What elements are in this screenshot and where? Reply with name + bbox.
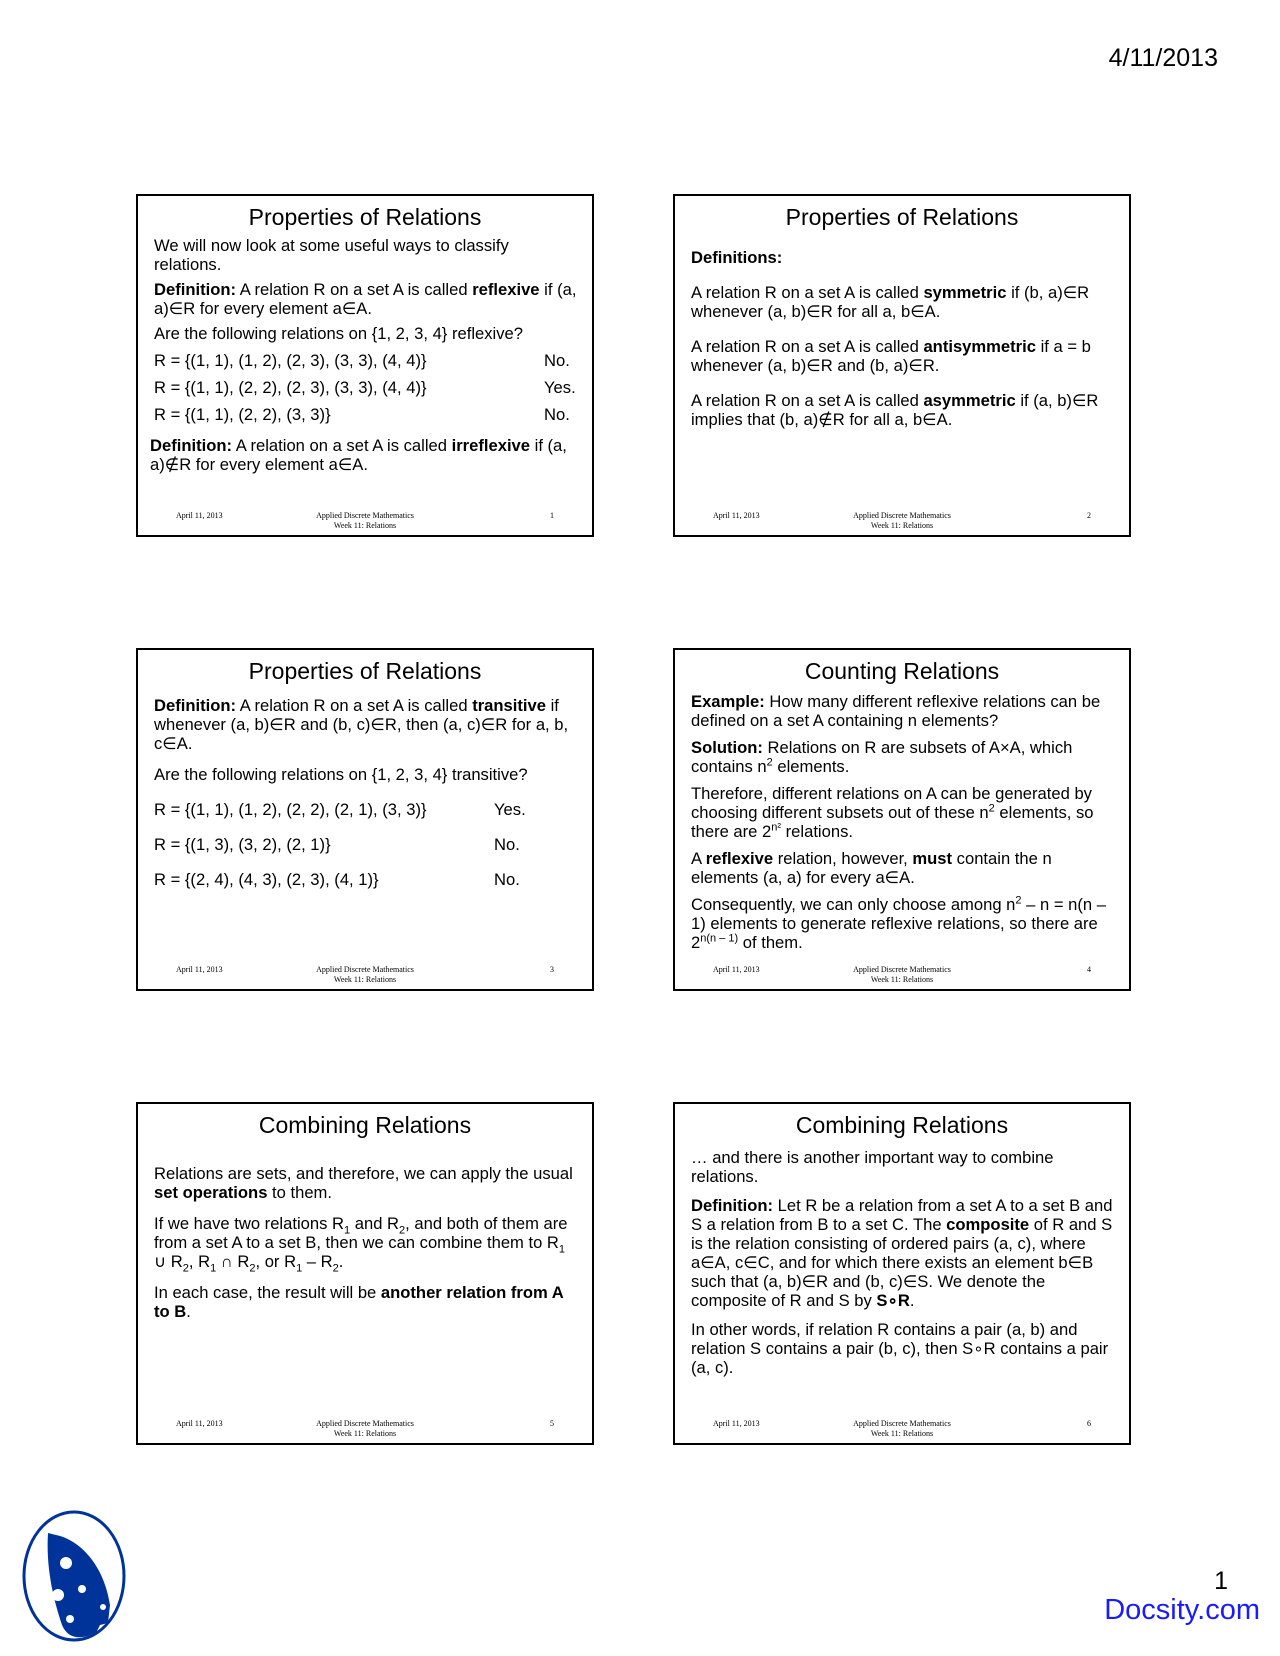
relation-row [154,835,578,854]
text-run: relations. [781,822,853,841]
slide-1 [136,194,594,537]
slide-footer [675,511,1129,531]
text-run: of them. [738,933,803,952]
relation-answer: No. [494,870,520,889]
text-run: Consequently, we can only choose among n [691,895,1016,914]
relation-row [154,870,578,889]
text-run: , and both of them are from a set A to a set B, then we can combine them to R [154,1214,568,1252]
paragraph [691,337,1115,375]
bold-text: symmetric [923,283,1007,302]
slide-2 [673,194,1131,537]
slide-title: Counting Relations [804,658,1000,684]
slide-title: Properties of Relations [785,204,1019,230]
text-run: ∩ R [216,1252,250,1271]
relation-answer: Yes. [544,378,576,397]
footer-slide-number: 1 [550,511,554,520]
text-run: , or R [255,1252,297,1271]
page-number: 1 [1214,1567,1228,1595]
text-run: to them. [267,1183,332,1202]
paragraph [154,1214,578,1275]
text-run: A [691,849,706,868]
slide-footer [138,511,592,531]
slide-3 [136,648,594,991]
footer-week: Week 11: Relations [333,975,397,984]
relation-text: R = {(1, 1), (2, 2), (2, 3), (3, 3), (4, 4)} [154,378,427,397]
print-date: 4/11/2013 [1108,44,1218,72]
relation-text: R = {(1, 1), (2, 2), (3, 3)} [154,405,331,424]
text-run: A relation R on a set A is called [691,391,924,410]
relation-list [154,800,578,889]
slide-body [138,1164,592,1321]
text-run: if (a, a)∉R for every element a∈A. [150,436,567,474]
relation-text: R = {(1, 1), (1, 2), (2, 2), (2, 1), (3, 3)} [154,800,427,819]
bold-text: Definition: [150,436,233,455]
text-run: if (b, a)∈R whenever (a, b)∈R for all a, b∈A. [691,283,1090,321]
footer-date: April 11, 2013 [176,965,223,974]
footer-date: April 11, 2013 [176,511,223,520]
text-run: if (a, b)∈R implies that (b, a)∉R for all a, b∈A. [691,391,1099,429]
footer-slide-number: 6 [1087,1419,1091,1428]
slide-title: Properties of Relations [248,204,482,230]
subscript: 2 [332,1262,339,1275]
text-run: , R [188,1252,211,1271]
text-run: of R and S is the relation consisting of ordered pairs (a, c), where a∈A, c∈C, and for which there exists an element b∈B such that (a, b)∈R and (b, c)∈S. We denote the composite of R and S by [691,1215,1113,1310]
footer-date: April 11, 2013 [713,511,760,520]
slide-title: Combining Relations [258,1112,472,1138]
bold-text: Example: [691,692,765,711]
bold-text: asymmetric [923,391,1016,410]
slide-body [675,692,1129,952]
footer-course-name: Applied Discrete Mathematics [853,511,951,520]
slide-6 [673,1102,1131,1445]
text-run: In each case, the result will be [154,1283,381,1302]
text-run: elements. [772,757,850,776]
subscript: 1 [210,1262,217,1275]
footer-slide-number: 5 [550,1419,554,1428]
paragraph [150,436,578,474]
footer-course-name: Applied Discrete Mathematics [853,965,951,974]
relation-text: R = {(1, 1), (1, 2), (2, 3), (3, 3), (4, 4)} [154,351,427,370]
slide-title: Combining Relations [795,1112,1009,1138]
superscript: 2 [1015,894,1022,907]
docsity-logo-icon [20,1505,132,1647]
bold-text: Definitions: [691,248,783,267]
text-run: ∪ R [154,1252,183,1271]
bold-text: Solution: [691,738,763,757]
relation-row [154,405,578,424]
slide-footer [675,965,1129,985]
text-run: How many different reflexive relations can be defined on a set A containing n elements? [691,692,1101,730]
relation-answer: No. [494,835,520,854]
paragraph [154,280,578,318]
slide-body [675,1148,1129,1377]
slide-body [138,236,592,474]
superscript: 2 [988,802,995,815]
paragraph [691,1148,1115,1186]
relation-list [154,351,578,424]
footer-week: Week 11: Relations [870,975,934,984]
subscript: 2 [249,1262,256,1275]
relation-row [154,800,578,819]
text-run: if (a, a)∈R for every element a∈A. [154,280,577,318]
bold-text: must [912,849,953,868]
bold-text: set operations [154,1183,268,1202]
subscript: 1 [558,1243,566,1256]
text-run: In other words, if relation R contains a pair (a, b) and relation S contains a pair (b, c), then S∘R contains a pair (a, c). [691,1320,1109,1377]
slide-5 [136,1102,594,1445]
text-run: – R [302,1252,333,1271]
text-run: and R [350,1214,400,1233]
slide-body [138,696,592,889]
text-run: Relations are sets, and therefore, we can apply the usual [154,1164,573,1183]
text-run: A relation R on a set A is called [691,283,924,302]
superscript: 2 [766,756,773,769]
slide-body [675,248,1129,429]
paragraph [154,236,578,274]
paragraph [691,692,1115,730]
slide-footer [138,1419,592,1439]
paragraph [154,696,578,753]
paragraph [691,283,1115,321]
subscript: 2 [399,1224,406,1237]
paragraph [691,784,1115,841]
paragraph [691,1196,1115,1310]
text-run: if whenever (a, b)∈R and (b, c)∈R, then (a, c)∈R for a, b, c∈A. [154,696,569,753]
bold-text: S∘R [876,1291,910,1310]
paragraph [154,1283,578,1321]
slide-footer [675,1419,1129,1439]
footer-slide-number: 3 [550,965,554,974]
subscript: 1 [344,1224,351,1237]
text-run: contain the n elements (a, a) for every a∈A. [691,849,1052,887]
relation-text: R = {(2, 4), (4, 3), (2, 3), (4, 1)} [154,870,379,889]
bold-text: irreflexive [451,436,531,455]
paragraph [154,1164,578,1202]
bold-text: Definition: [154,280,237,299]
footer-course-name: Applied Discrete Mathematics [853,1419,951,1428]
text-run: elements, so there are 2 [691,803,1094,841]
text-run: We will now look at some useful ways to classify relations. [154,236,509,274]
footer-course-name: Applied Discrete Mathematics [316,511,414,520]
paragraph [691,895,1115,952]
relation-row [154,378,578,397]
text-run: . [186,1302,191,1321]
text-run: Relations on R are subsets of A×A, which contains n [691,738,1073,776]
superscript: n² [771,821,782,834]
text-run: Are the following relations on {1, 2, 3, 4} reflexive? [154,324,523,343]
footer-course-name: Applied Discrete Mathematics [316,1419,414,1428]
text-run: A relation R on a set A is called [236,280,473,299]
slide-footer [138,965,592,985]
footer-slide-number: 2 [1087,511,1091,520]
paragraph [691,391,1115,429]
text-run: . [338,1252,344,1271]
paragraph [154,324,578,343]
footer-date: April 11, 2013 [176,1419,223,1428]
text-run: A relation R on a set A is called [236,696,473,715]
relation-answer: Yes. [494,800,526,819]
bold-text: Definition: [154,696,237,715]
text-run: – n = n(n – 1) elements to generate reflexive relations, so there are 2 [691,895,1106,952]
paragraph [691,1320,1115,1377]
superscript: n(n – 1) [700,932,739,945]
bold-text: antisymmetric [923,337,1036,356]
text-run: Therefore, different relations on A can be generated by choosing different subsets out of these n [691,784,1092,822]
text-run: relation, however, [773,849,913,868]
bold-text: Definition: [691,1196,774,1215]
bold-text: composite [946,1215,1030,1234]
footer-slide-number: 4 [1087,965,1091,974]
paragraph [691,849,1115,887]
slide-title: Properties of Relations [248,658,482,684]
bold-text: another relation from A to B [154,1283,564,1321]
relation-answer: No. [544,351,570,370]
relation-text: R = {(1, 3), (3, 2), (2, 1)} [154,835,331,854]
text-run: A relation R on a set A is called [691,337,924,356]
footer-date: April 11, 2013 [713,965,760,974]
slide-4 [673,648,1131,991]
text-run: … and there is another important way to combine relations. [691,1148,1054,1186]
paragraph [154,765,578,784]
text-run: . [909,1291,915,1310]
text-run: if a = b whenever (a, b)∈R and (b, a)∈R. [691,337,1091,375]
text-run: If we have two relations R [154,1214,344,1233]
footer-date: April 11, 2013 [713,1419,760,1428]
footer-week: Week 11: Relations [870,1429,934,1438]
text-run: A relation on a set A is called [232,436,452,455]
relation-row [154,351,578,370]
paragraph [691,248,1115,267]
text-run: Let R be a relation from a set A to a set B and S a relation from B to a set C. The [691,1196,1113,1234]
relation-answer: No. [544,405,570,424]
footer-week: Week 11: Relations [333,521,397,530]
subscript: 2 [182,1262,189,1275]
bold-text: reflexive [472,280,540,299]
footer-course-name: Applied Discrete Mathematics [316,965,414,974]
bold-text: transitive [472,696,546,715]
bold-text: reflexive [705,849,774,868]
docsity-link[interactable]: Docsity.com [1104,1594,1260,1626]
text-run: Are the following relations on {1, 2, 3, 4} transitive? [154,765,528,784]
footer-week: Week 11: Relations [333,1429,397,1438]
subscript: 1 [296,1262,303,1275]
paragraph [691,738,1115,776]
footer-week: Week 11: Relations [870,521,934,530]
